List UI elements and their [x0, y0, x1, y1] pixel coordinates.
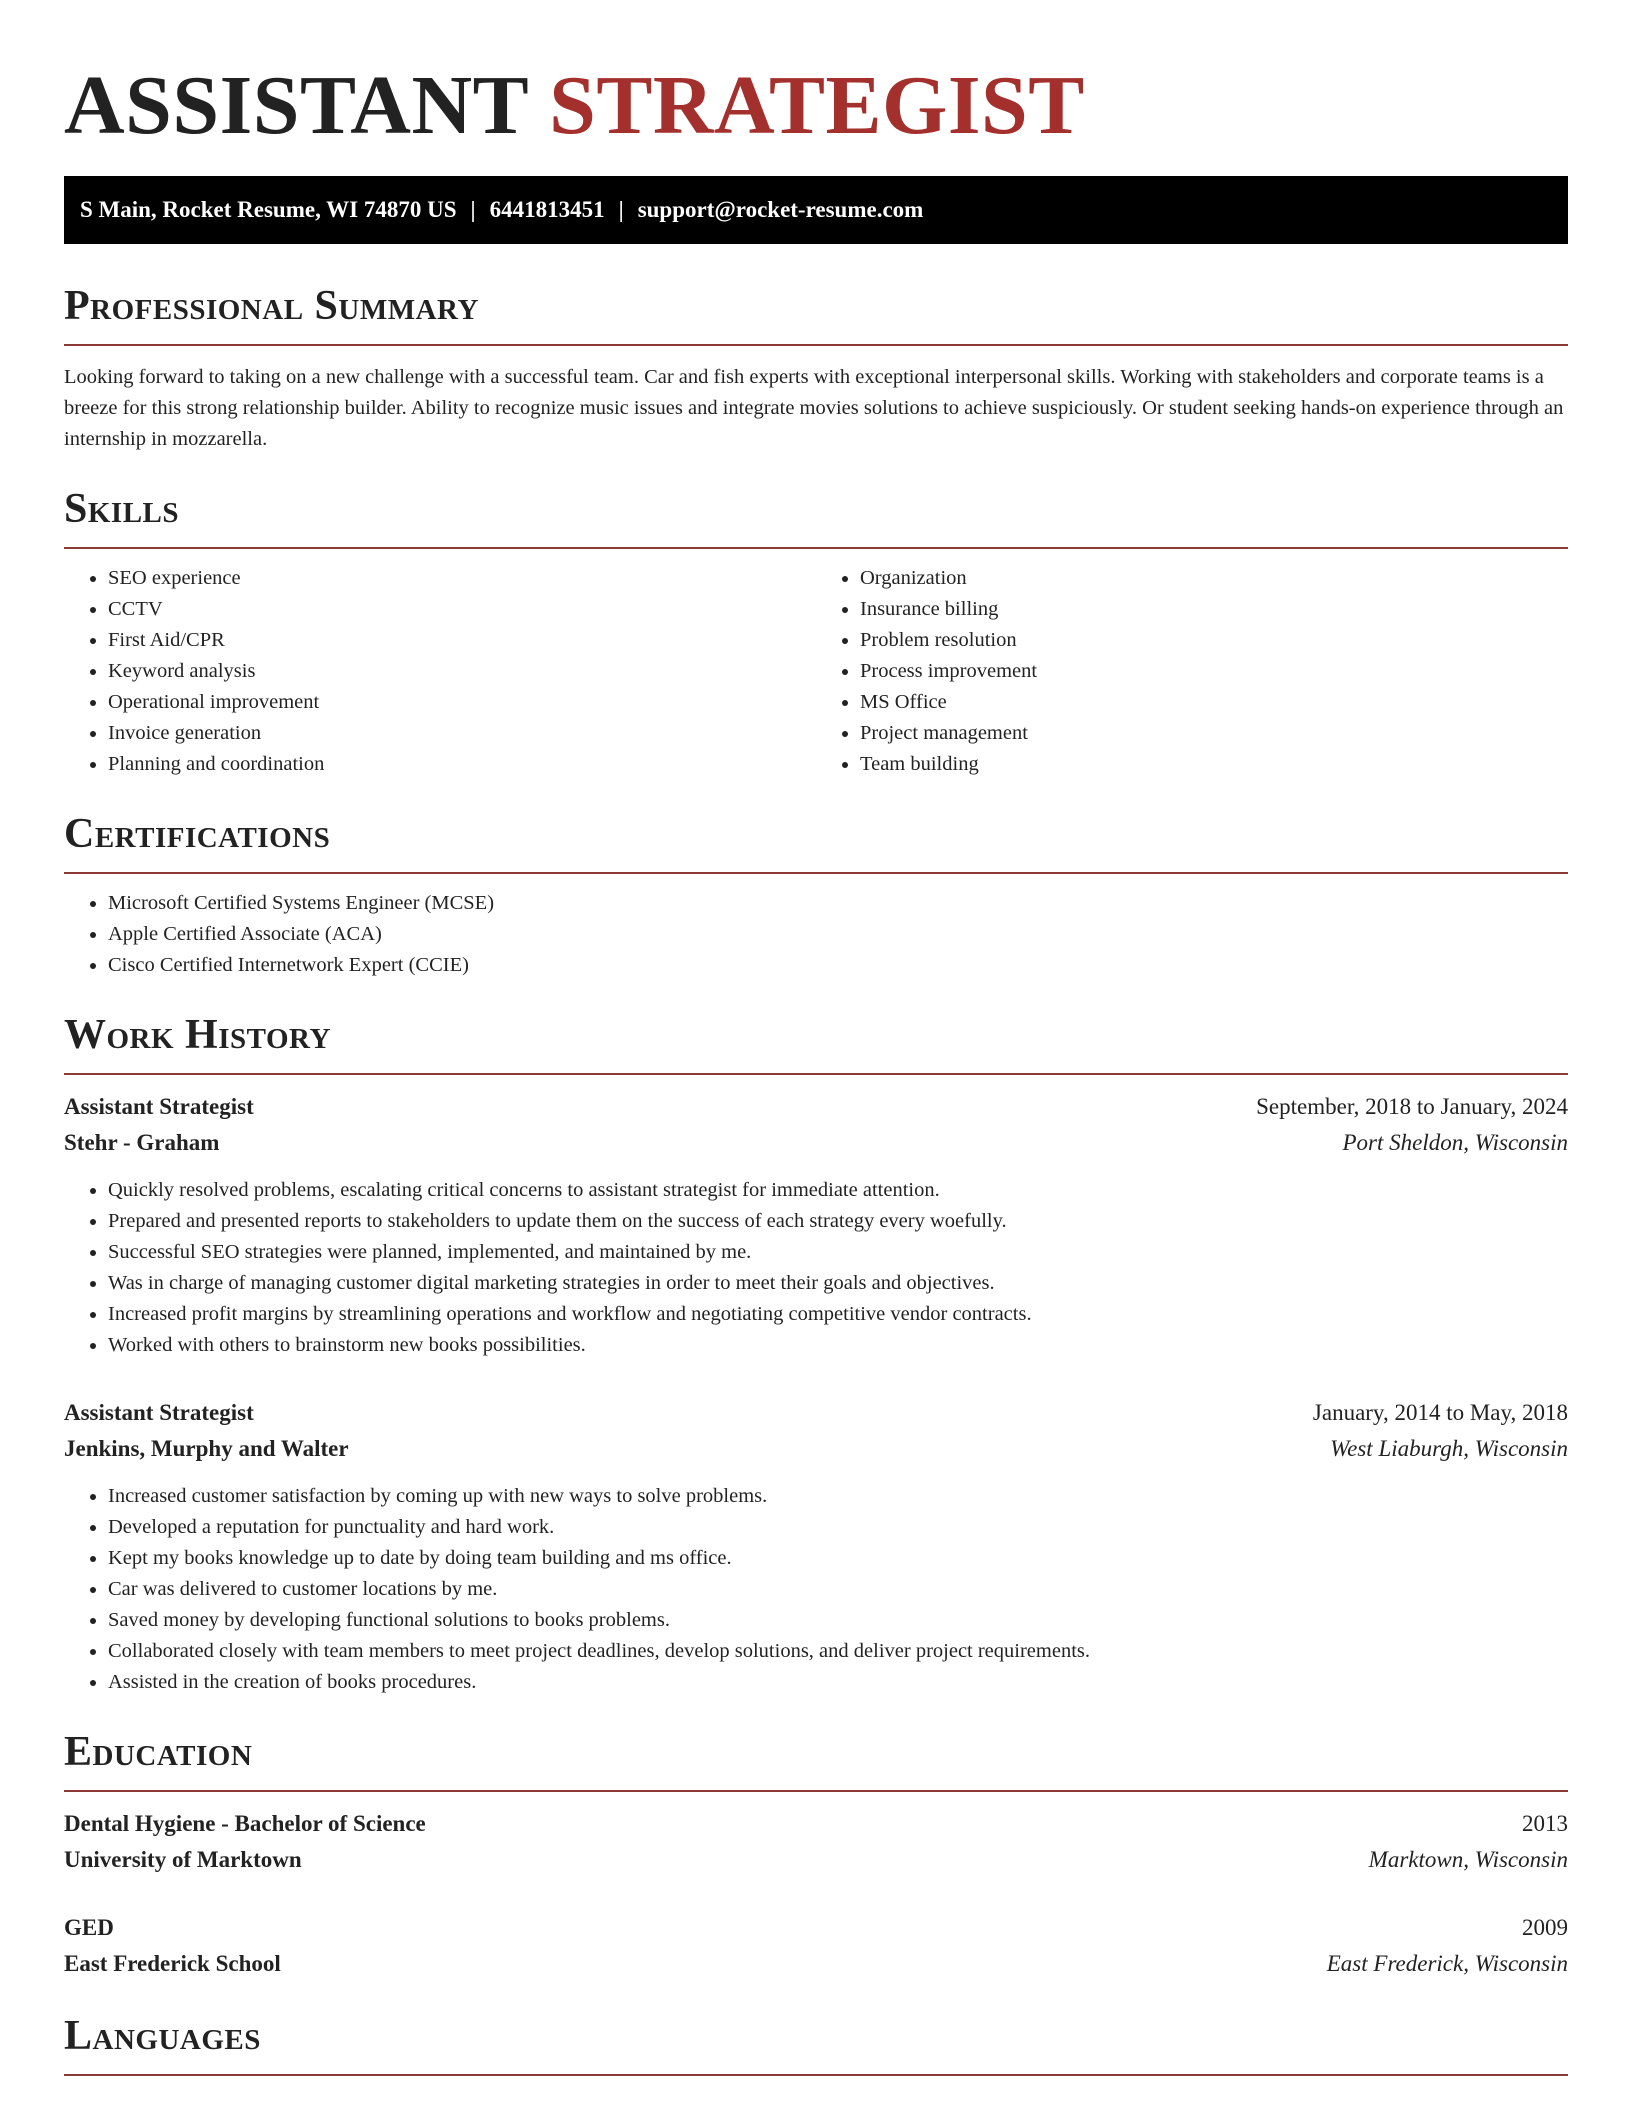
spacer	[64, 1878, 1568, 1910]
list-item: • Keyword analysis	[108, 656, 816, 687]
job-company-row	[64, 1125, 1568, 1161]
job-company: Jenkins, Murphy and Walter	[64, 1436, 349, 1461]
list-item: • Prepared and presented reports to stakeholders to update them on the success of each strategy every woefully.	[108, 1206, 1568, 1237]
job-location: Port Sheldon, Wisconsin	[1342, 1130, 1568, 1155]
education-entry	[64, 1910, 1568, 1982]
list-item: • Insurance billing	[860, 594, 1568, 625]
section-divider	[64, 1073, 1568, 1075]
job-dates: September, 2018 to January, 2024	[1256, 1094, 1568, 1119]
list-item: • Cisco Certified Internetwork Expert (CCIE)	[108, 950, 1568, 981]
list-item: • Operational improvement	[108, 687, 816, 718]
list-item: • Saved money by developing functional solutions to books problems.	[108, 1605, 1568, 1636]
list-item: • Collaborated closely with team members to meet project deadlines, develop solutions, and deliver project requirements.	[108, 1636, 1568, 1667]
list-item: • Apple Certified Associate (ACA)	[108, 919, 1568, 950]
list-item: • Kept my books knowledge up to date by doing team building and ms office.	[108, 1543, 1568, 1574]
section-title-education: Education	[64, 1729, 253, 1775]
section-title-work-history: Work History	[64, 1012, 331, 1058]
job-location: West Liaburgh, Wisconsin	[1330, 1436, 1568, 1461]
education-degree: Dental Hygiene - Bachelor of Science	[64, 1811, 426, 1836]
list-item: • Worked with others to brainstorm new books possibilities.	[108, 1330, 1568, 1361]
education-degree-row	[64, 1910, 1568, 1946]
list-item: • Team building	[860, 749, 1568, 780]
education-school-row	[64, 1946, 1568, 1982]
section-title-skills: Skills	[64, 486, 180, 532]
section-title-languages: Languages	[64, 2013, 261, 2059]
contact-separator: |	[470, 197, 476, 222]
section-divider	[64, 1790, 1568, 1792]
spacer	[64, 1361, 1568, 1395]
contact-bar	[64, 176, 1568, 244]
list-item: • Successful SEO strategies were planned, implemented, and maintained by me.	[108, 1237, 1568, 1268]
contact-email[interactable]: support@rocket-resume.com	[637, 197, 924, 222]
list-item: • Invoice generation	[108, 718, 816, 749]
list-item: • Project management	[860, 718, 1568, 749]
skills-list-left	[64, 563, 816, 780]
education-school: East Frederick School	[64, 1951, 281, 1976]
section-divider	[64, 2074, 1568, 2076]
skills-section	[64, 483, 1568, 780]
contact-separator: |	[618, 197, 624, 222]
job-header-row	[64, 1089, 1568, 1125]
education-year: 2009	[1522, 1915, 1568, 1940]
job-bullets	[64, 1481, 1568, 1698]
languages-section	[64, 2010, 1568, 2076]
certifications-section	[64, 808, 1568, 981]
list-item: • Was in charge of managing customer digital marketing strategies in order to meet their goals and objectives.	[108, 1268, 1568, 1299]
list-item: • Problem resolution	[860, 625, 1568, 656]
job-entry	[64, 1395, 1568, 1698]
education-section	[64, 1726, 1568, 1982]
job-header-row	[64, 1395, 1568, 1431]
list-item: • Process improvement	[860, 656, 1568, 687]
skills-grid	[64, 549, 1568, 780]
education-degree: GED	[64, 1915, 114, 1940]
contact-phone: 6441813451	[489, 197, 605, 222]
section-title-summary: Professional Summary	[64, 283, 479, 329]
list-item: • Developed a reputation for punctuality and hard work.	[108, 1512, 1568, 1543]
certifications-list	[64, 888, 1568, 981]
list-item: • SEO experience	[108, 563, 816, 594]
job-title: Assistant Strategist	[64, 1094, 254, 1119]
list-item: • Increased profit margins by streamlining operations and workflow and negotiating competitive vendor contracts.	[108, 1299, 1568, 1330]
list-item: • CCTV	[108, 594, 816, 625]
list-item: • Quickly resolved problems, escalating critical concerns to assistant strategist for immediate attention.	[108, 1175, 1568, 1206]
section-divider	[64, 872, 1568, 874]
education-school: University of Marktown	[64, 1847, 302, 1872]
section-divider	[64, 344, 1568, 346]
name-first: ASSISTANT	[64, 59, 528, 152]
summary-section	[64, 280, 1568, 455]
list-item: • Microsoft Certified Systems Engineer (MCSE)	[108, 888, 1568, 919]
list-item: • Planning and coordination	[108, 749, 816, 780]
job-dates: January, 2014 to May, 2018	[1312, 1400, 1568, 1425]
list-item: • Assisted in the creation of books procedures.	[108, 1667, 1568, 1698]
job-company: Stehr - Graham	[64, 1130, 220, 1155]
education-degree-row	[64, 1806, 1568, 1842]
education-location: East Frederick, Wisconsin	[1326, 1951, 1568, 1976]
list-item: • Increased customer satisfaction by coming up with new ways to solve problems.	[108, 1481, 1568, 1512]
education-entry	[64, 1806, 1568, 1878]
list-item: • Car was delivered to customer locations by me.	[108, 1574, 1568, 1605]
job-entry	[64, 1089, 1568, 1361]
job-title: Assistant Strategist	[64, 1400, 254, 1425]
list-item: • Organization	[860, 563, 1568, 594]
education-school-row	[64, 1842, 1568, 1878]
name-last: STRATEGIST	[549, 59, 1085, 152]
work-history-section	[64, 1009, 1568, 1698]
contact-address: S Main, Rocket Resume, WI 74870 US	[80, 197, 457, 222]
section-title-certifications: Certifications	[64, 811, 331, 857]
education-year: 2013	[1522, 1811, 1568, 1836]
skills-list-right	[816, 563, 1568, 780]
list-item: • First Aid/CPR	[108, 625, 816, 656]
list-item: • MS Office	[860, 687, 1568, 718]
job-bullets	[64, 1175, 1568, 1361]
summary-text: Looking forward to taking on a new challenge with a successful team. Car and fish experts with exceptional interpersonal skills. Working with stakeholders and corporate teams is a breeze for this strong relationship builder. Ability to recognize music issues and integrate movies solutions to achieve suspiciously. Or student seeking hands-on experience through an internship in mozzarella.	[64, 366, 1564, 450]
resume-name	[64, 0, 1568, 156]
job-company-row	[64, 1431, 1568, 1467]
education-location: Marktown, Wisconsin	[1368, 1847, 1568, 1872]
